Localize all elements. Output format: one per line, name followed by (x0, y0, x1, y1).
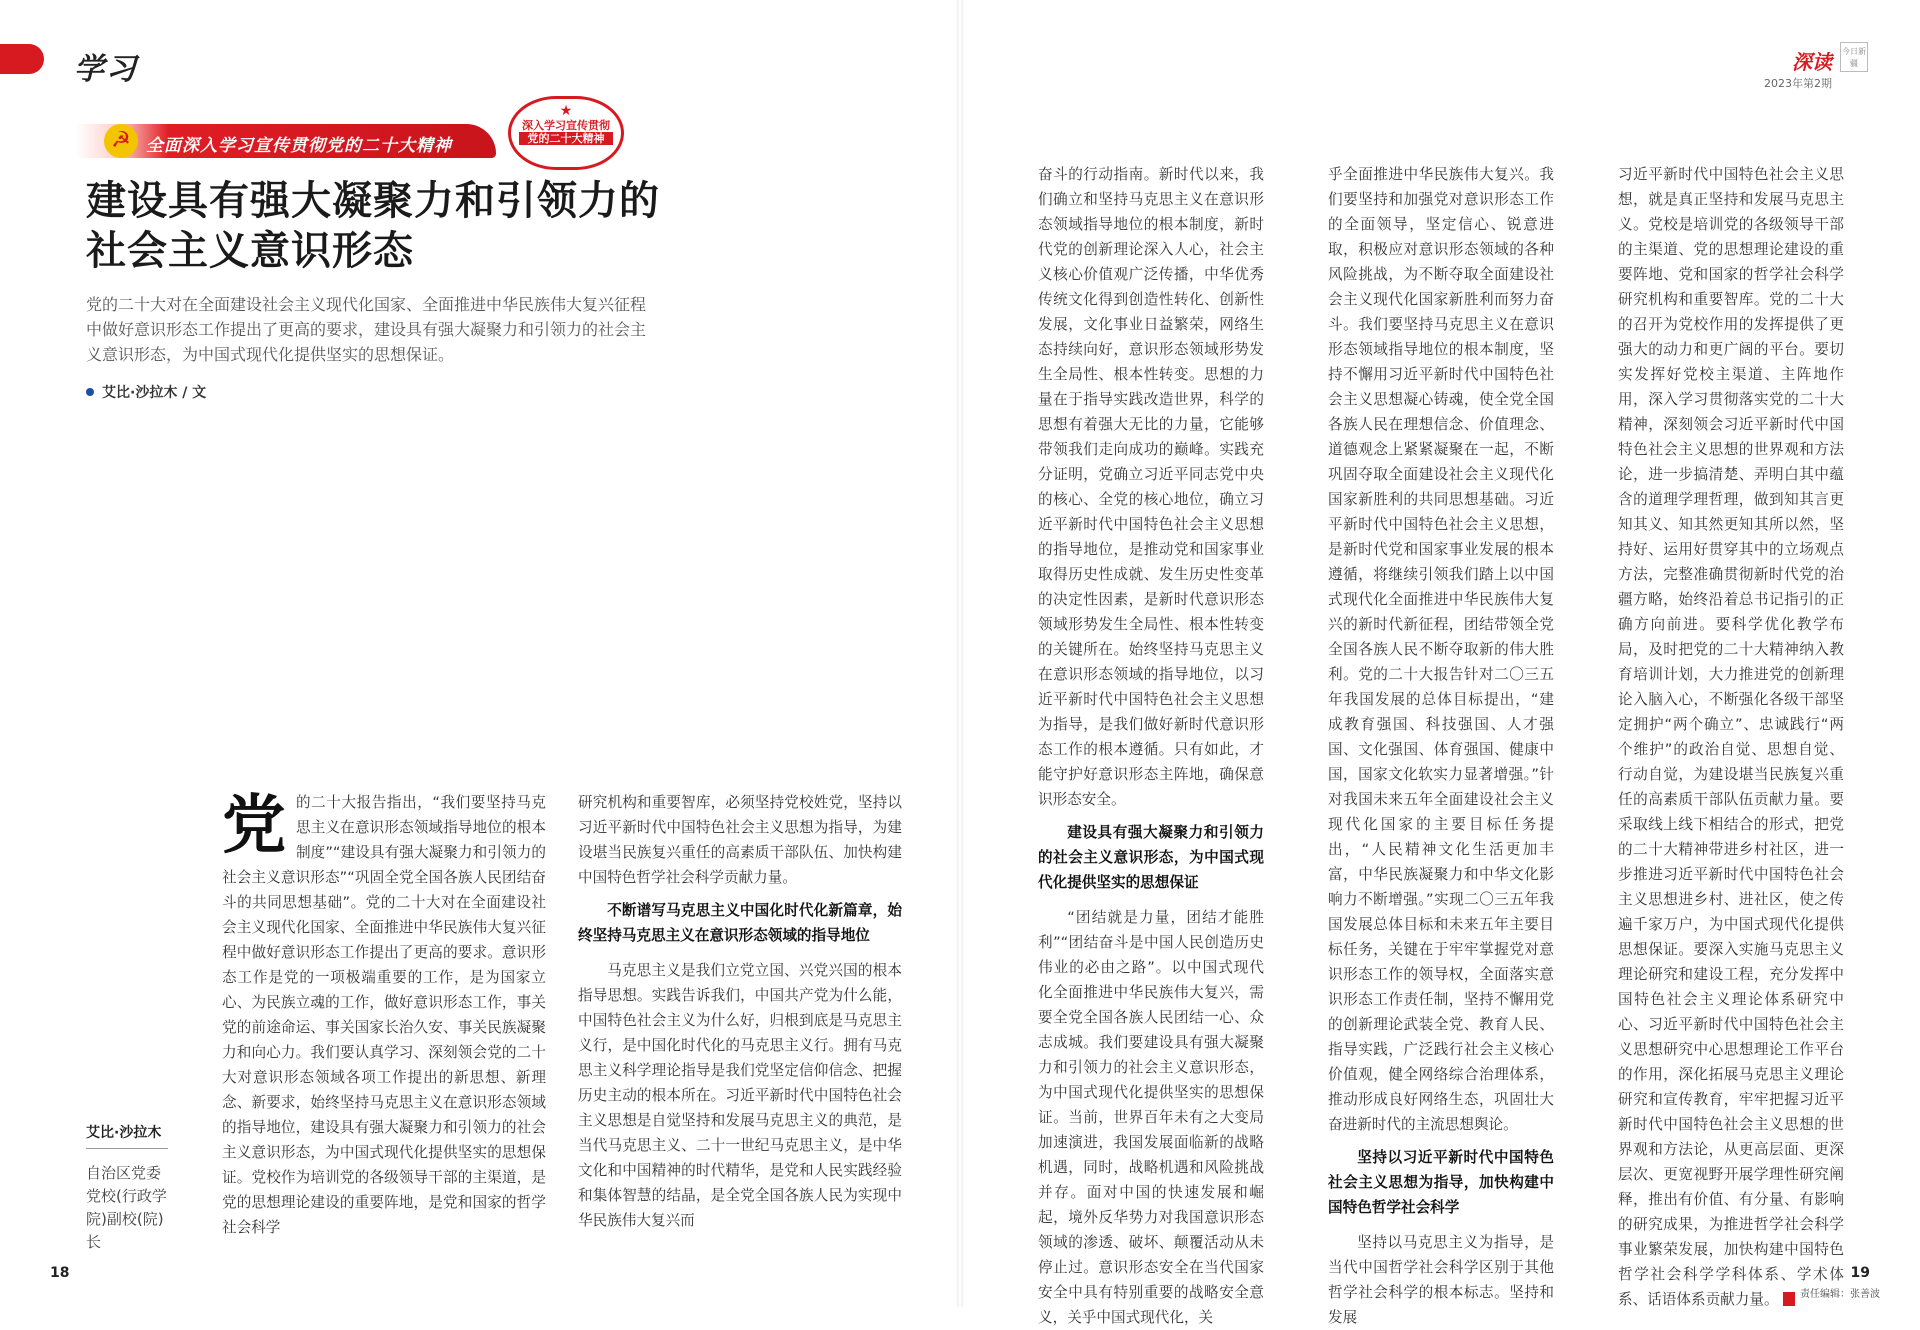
brand-name: 深读 (1792, 50, 1832, 74)
brand-mark (1764, 46, 1832, 91)
paragraph: 奋斗的行动指南。新时代以来，我们确立和坚持马克思主义在意识形态领域指导地位的根本制度，新时代党的创新理论深入人心，社会主义核心价值观广泛传播，中华优秀传统文化得到创造性转化、创新性发展，文化事业日益繁荣，网络生态持续向好，意识形态领域形势发生全局性、根本性转变。思想的力量在于指导实践改造世界，科学的思想有着强大无比的力量，它能够带领我们走向成功的巅峰。实践充分证明，党确立习近平同志党中央的核心、全党的核心地位，确立习近平新时代中国特色社会主义思想的指导地位，是推动党和国家事业取得历史性成就、发生历史性变革的决定性因素，是新时代意识形态领域形势发生全局性、根本性转变的关键所在。始终坚持马克思主义在意识形态领域的指导地位，以习近平新时代中国特色社会主义思想为指导，是我们做好新时代意识形态工作的根本遵循。只有如此，才能守护好意识形态主阵地，确保意识形态安全。 (1038, 166, 1264, 808)
seal-line1: 深入学习宣传贯彻 (522, 119, 610, 132)
body-column-4 (1328, 162, 1554, 1330)
section-tab-marker (0, 44, 44, 74)
end-mark-icon (1783, 1292, 1795, 1306)
byline (86, 382, 206, 402)
paragraph: “团结就是力量，团结才能胜利”“团结奋斗是中国人民创造历史伟业的必由之路”。以中国式现代化全面推进中华民族伟大复兴，需要全党全国各族人民团结一心、众志成城。我们要建设具有强大凝聚力和引领力的社会主义意识形态，为中国式现代化提供坚实的思想保证。当前，世界百年未有之大变局加速演进，我国发展面临新的战略机遇，同时，战略机遇和风险挑战并存。面对中国的快速发展和崛起，境外反华势力对我国意识形态领域的渗透、破坏、颠覆活动从未停止过。意识形态安全在当代国家安全中具有特别重要的战略安全意义，关乎中国式现代化，关 (1038, 909, 1264, 1326)
title-line2: 社会主义意识形态 (86, 228, 414, 274)
brand-box: 今日新疆 (1840, 42, 1868, 72)
page-number-right: 19 (1850, 1265, 1870, 1281)
right-page (960, 0, 1920, 1326)
banner-text: 全面深入学习宣传贯彻党的二十大精神 (146, 136, 452, 156)
bullet-icon (86, 388, 94, 396)
page-number-left: 18 (50, 1265, 70, 1281)
section-label: 学习 (74, 52, 138, 87)
paragraph: 的二十大报告指出，“我们要坚持马克思主义在意识形态领域指导地位的根本制度”“建设具有强大凝聚力和引领力的社会主义意识形态”“巩固全党全国各族人民团结奋斗的共同思想基础”。党的二十大对在全面建设社会主义现代化国家、全面推进中华民族伟大复兴征程中做好意识形态工作提出了更高的要求。意识形态工作是党的一项极端重要的工作，是为国家立心、为民族立魂的工作，做好意识形态工作，事关党的前途命运、事关国家长治久安、事关民族凝聚力和向心力。我们要认真学习、深刻领会党的二十大对意识形态领域各项工作提出的新思想、新理念、新要求，始终坚持马克思主义在意识形态领域的指导地位，建设具有强大凝聚力和引领力的社会主义意识形态，为中国式现代化提供坚实的思想保证。党校作为培训党的各级领导干部的主渠道，是党的思想理论建设的重要阵地，是党和国家的哲学社会科学 (222, 794, 546, 1236)
responsible-editor: 责任编辑：张善波 (1800, 1289, 1880, 1300)
party-emblem-icon: ☭ (104, 124, 138, 158)
paragraph: 坚持以马克思主义为指导，是当代中国哲学社会科学区别于其他哲学社会科学的根本标志。坚持和发展 (1328, 1234, 1554, 1326)
body-column-2 (578, 790, 902, 1233)
author-name: 艾比·沙拉木 (86, 1122, 168, 1149)
left-page (0, 0, 960, 1307)
seal-line2: 党的二十大精神 (519, 132, 613, 145)
body-column-3 (1038, 162, 1264, 1330)
subheading: 坚持以习近平新时代中国特色社会主义思想为指导，加快构建中国特色哲学社会科学 (1328, 1149, 1554, 1216)
subheading: 不断谱写马克思主义中国化时代化新篇章，始终坚持马克思主义在意识形态领域的指导地位 (578, 902, 902, 944)
paragraph: 乎全面推进中华民族伟大复兴。我们要坚持和加强党对意识形态工作的全面领导，坚定信心、锐意进取，积极应对意识形态领域的各种风险挑战，为不断夺取全面建设社会主义现代化国家新胜利而努力奋斗。我们要坚持马克思主义在意识形态领域指导地位的根本制度，坚持不懈用习近平新时代中国特色社会主义思想凝心铸魂，使全党全国各族人民在理想信念、价值理念、道德观念上紧紧凝聚在一起，不断巩固夺取全面建设社会主义现代化国家新胜利的共同思想基础。习近平新时代中国特色社会主义思想，是新时代党和国家事业发展的根本遵循，将继续引领我们踏上以中国式现代化全面推进中华民族伟大复兴的新时代新征程，团结带领全党全国各族人民不断夺取新的伟大胜利。党的二十大报告针对二〇三五年我国发展的总体目标提出，“建成教育强国、科技强国、人才强国、文化强国、体育强国、健康中国，国家文化软实力显著增强。”针对我国未来五年全面建设社会主义现代化国家的主要目标任务提出，“人民精神文化生活更加丰富，中华民族凝聚力和中华文化影响力不断增强。”实现二〇三五年我国发展总体目标和未来五年主要目标任务，关键在于牢牢掌握党对意识形态工作的领导权，全面落实意识形态工作责任制，坚持不懈用党的创新理论武装全党、教育人民、指导实践，广泛践行社会主义核心价值观，健全网络综合治理体系，推动形成良好网络生态，巩固壮大奋进新时代的主流思想舆论。 (1328, 166, 1554, 1133)
body-column-1 (222, 790, 546, 1240)
paragraph (1618, 162, 1844, 1312)
drop-cap: 党 (222, 788, 286, 863)
issue-number: 2023年第2期 (1764, 77, 1832, 90)
title-line1: 建设具有强大凝聚力和引领力的 (86, 178, 660, 224)
article-title (86, 176, 660, 276)
body-column-5 (1618, 162, 1844, 1312)
paragraph: 马克思主义是我们立党立国、兴党兴国的根本指导思想。实践告诉我们，中国共产党为什么能，中国特色社会主义为什么好，归根到底是马克思主义行，是中国化时代化的马克思主义行。拥有马克思主义科学理论指导是我们党坚定信仰信念、把握历史主动的根本所在。习近平新时代中国特色社会主义思想是自觉坚持和发展马克思主义的典范，是当代马克思主义、二十一世纪马克思主义，是中华文化和中国精神的时代精华，是党和人民实践经验和集体智慧的结晶，是全党全国各族人民为实现中华民族伟大复兴而 (578, 962, 902, 1229)
article-lead: 党的二十大对在全面建设社会主义现代化国家、全面推进中华民族伟大复兴征程中做好意识形态工作提出了更高的要求，建设具有强大凝聚力和引领力的社会主义意识形态，为中国式现代化提供坚实的思想保证。 (86, 295, 647, 364)
byline-text: 艾比·沙拉木 / 文 (102, 385, 207, 401)
subheading: 建设具有强大凝聚力和引领力的社会主义意识形态，为中国式现代化提供坚实的思想保证 (1038, 824, 1264, 891)
campaign-seal (508, 96, 624, 170)
paragraph: 研究机构和重要智库，必须坚持党校姓党，坚持以习近平新时代中国特色社会主义思想为指导，为建设堪当民族复兴重任的高素质干部队伍、加快构建中国特色哲学社会科学贡献力量。 (578, 794, 902, 886)
author-description: 自治区党委党校(行政学院)副校(院)长 (86, 1164, 167, 1251)
paragraph-text: 习近平新时代中国特色社会主义思想，就是真正坚持和发展马克思主义。党校是培训党的各级领导干部的主渠道、党的思想理论建设的重要阵地、党和国家的哲学社会科学研究机构和重要智库。党的二十大的召开为党校作用的发挥提供了更强大的动力和更广阔的平台。要切实发挥好党校主渠道、主阵地作用，深入学习贯彻落实党的二十大精神，深刻领会习近平新时代中国特色社会主义思想的世界观和方法论，进一步搞清楚、弄明白其中蕴含的道理学理哲理，做到知其言更知其义、知其然更知其所以然，坚持好、运用好贯穿其中的立场观点方法，完整准确贯彻新时代党的治疆方略，始终沿着总书记指引的正确方向前进。要科学优化教学布局，及时把党的二十大精神纳入教育培训计划，大力推进党的创新理论入脑入心，不断强化各级干部坚定拥护“两个确立”、忠诚践行“两个维护”的政治自觉、思想自觉、行动自觉，为建设堪当民族复兴重任的高素质干部队伍贡献力量。要采取线上线下相结合的形式，把党的二十大精神带进乡村社区，进一步推进习近平新时代中国特色社会主义思想进乡村、进社区，使之传遍千家万户，为中国式现代化提供思想保证。要深入实施马克思主义理论研究和建设工程，充分发挥中国特色社会主义理论体系研究中心、习近平新时代中国特色社会主义思想研究中心思想理论工作平台的作用，深化拓展马克思主义理论研究和宣传教育，牢牢把握习近平新时代中国特色社会主义思想的世界观和方法论，从更高层面、更深层次、更宽视野开展学理性研究阐释，推出有价值、有分量、有影响的研究成果，为推进哲学社会科学事业繁荣发展，加快构建中国特色哲学社会科学学科体系、学术体系、话语体系贡献力量。 (1618, 166, 1844, 1308)
star-icon: ★ (559, 103, 573, 119)
